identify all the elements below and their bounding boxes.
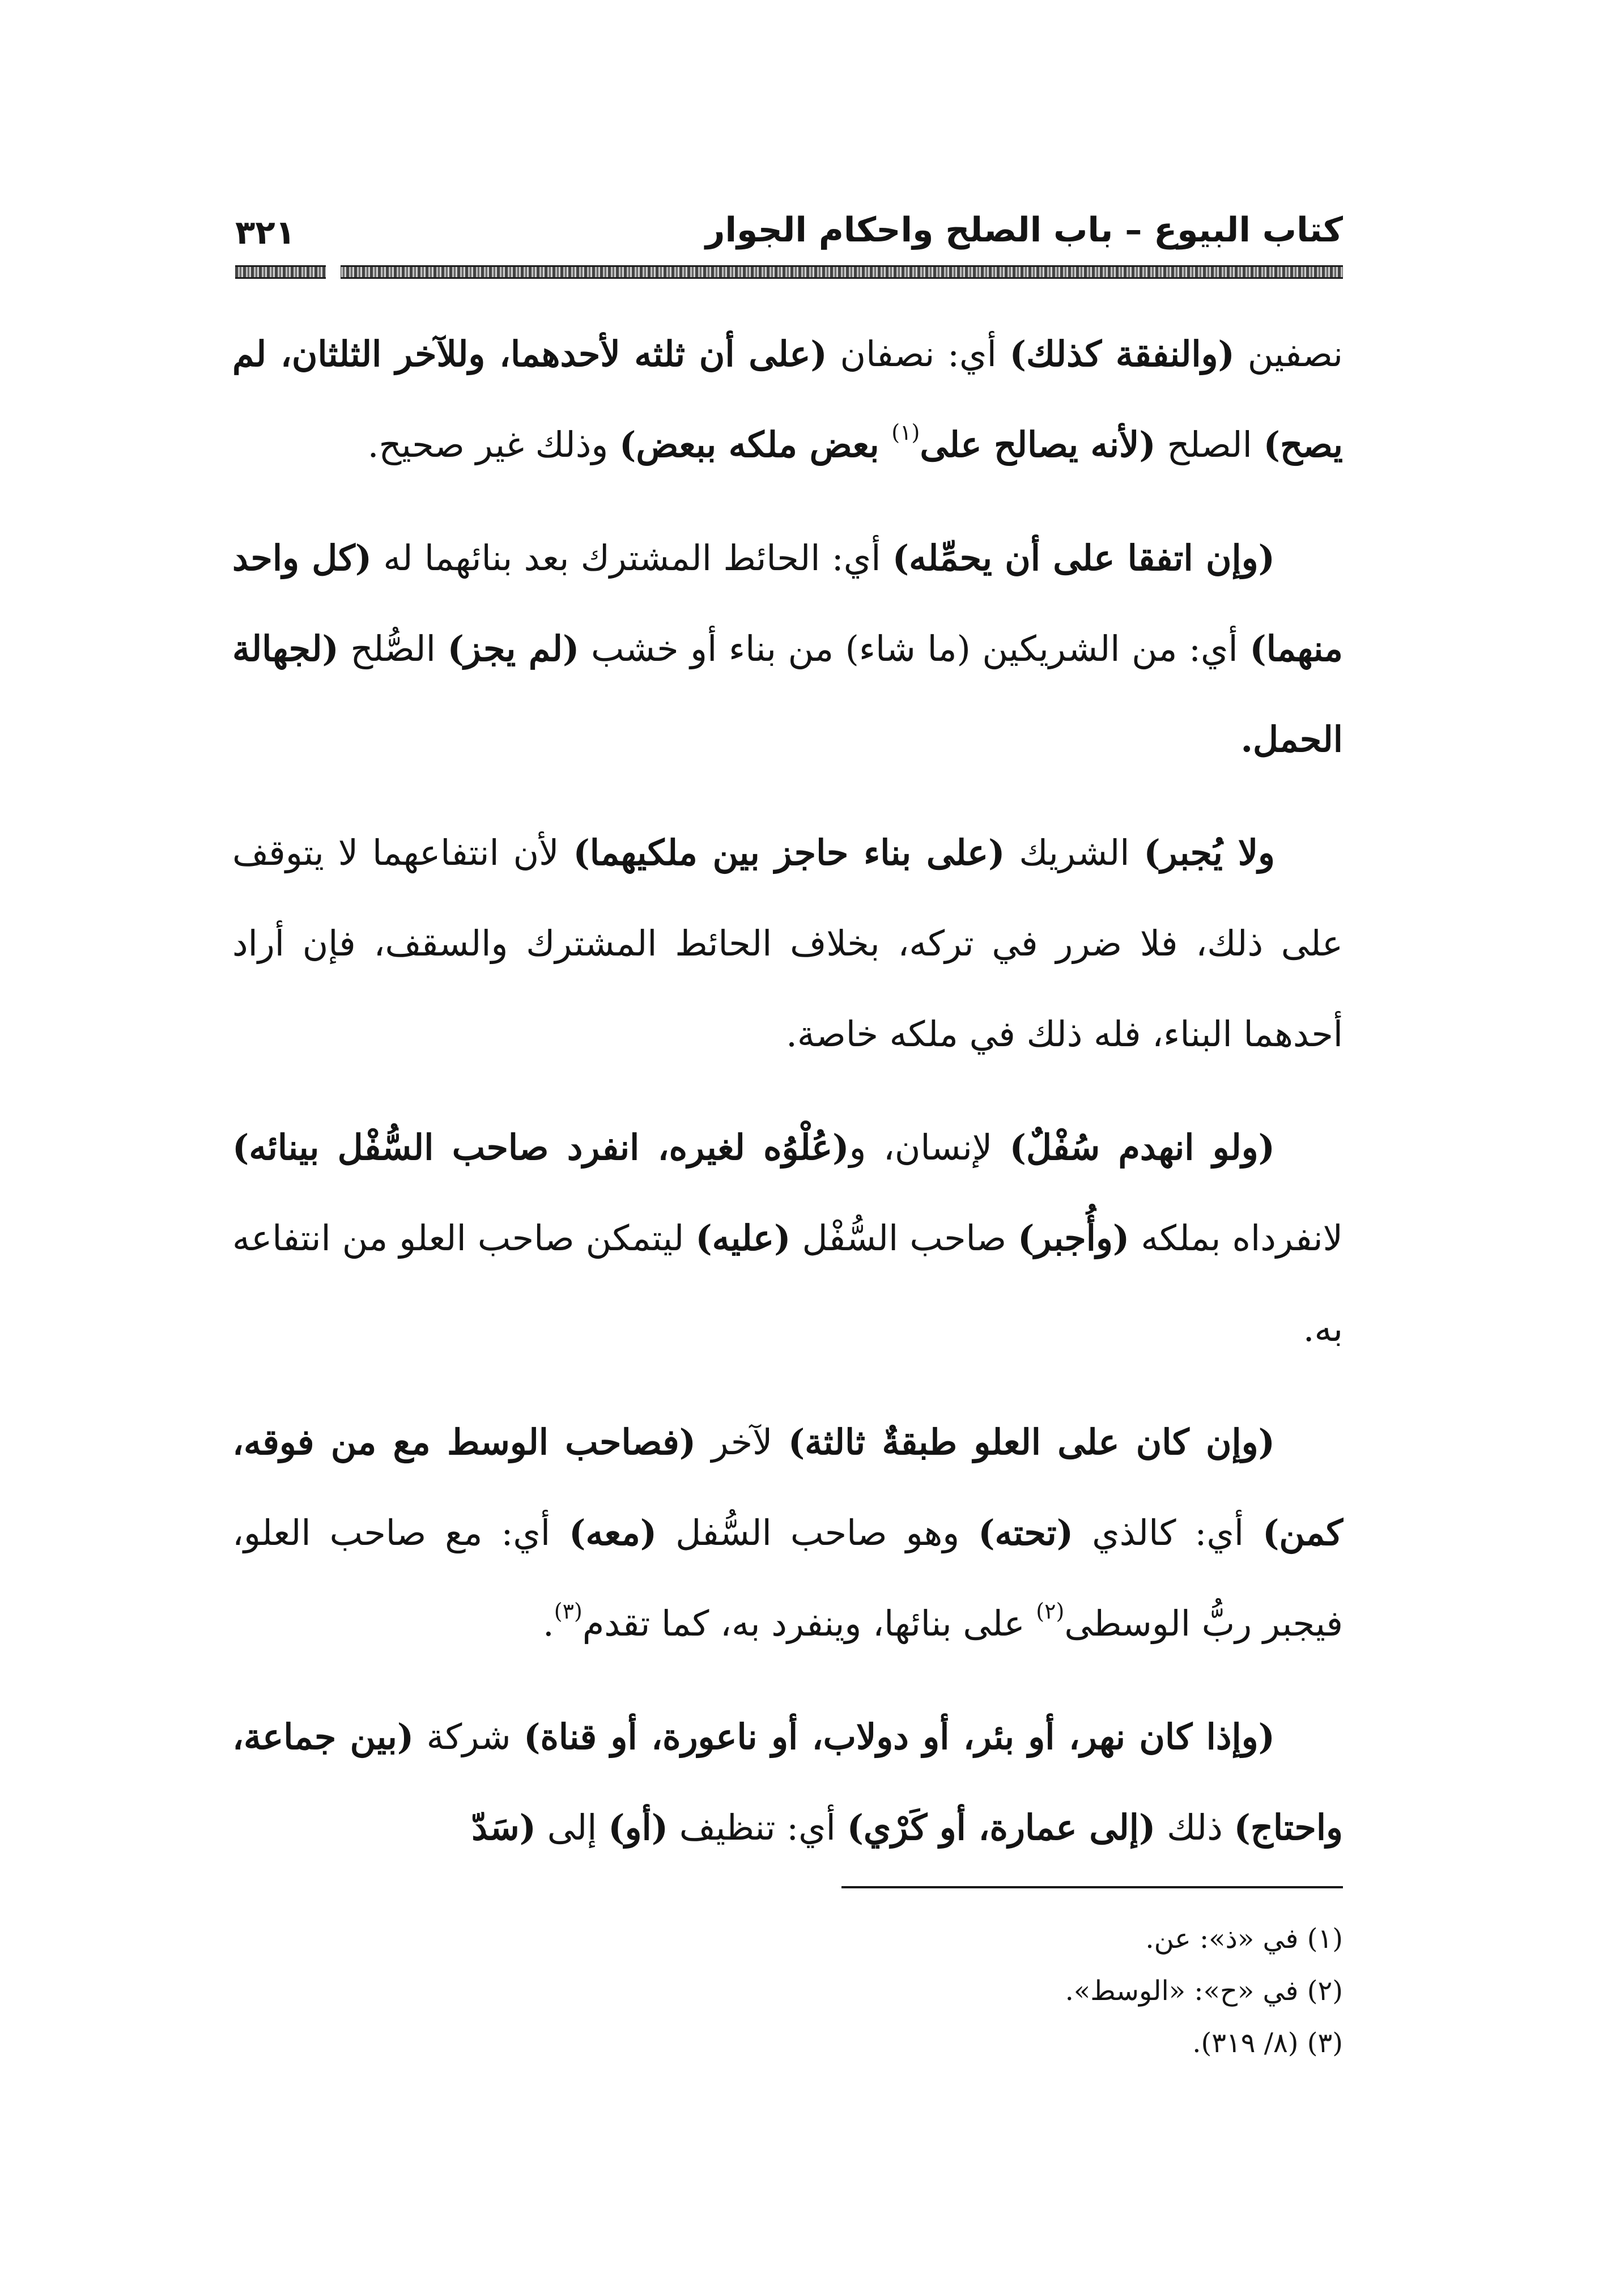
paragraph-2: [232, 513, 1343, 785]
footnote-3: (٣) (٨/ ٣١٩).: [1192, 2027, 1343, 2059]
commentary-text: أي: كالذي: [1073, 1512, 1263, 1553]
paragraph-1: [232, 309, 1343, 490]
running-header: [235, 198, 1343, 261]
commentary-text: أي: تنظيف: [668, 1807, 847, 1848]
chapter-title: كتاب البيوع – باب الصلح واحكام الجوار: [705, 210, 1343, 250]
header-rule: [235, 265, 1343, 279]
matn-text: (ولو انهدم سُفْلٌ): [1009, 1127, 1275, 1168]
commentary-text: أي: الحائط المشترك بعد بنائهما له: [372, 537, 892, 579]
matn-text: (كل واحد منهما): [232, 537, 1343, 669]
matn-text: (والنفقة كذلك): [1009, 333, 1235, 375]
commentary-text: صاحب السُّفْل: [790, 1217, 1018, 1259]
matn-text: (بين جماعة، واحتاج): [232, 1716, 1343, 1848]
commentary-text: ليتمكن صاحب العلو من انتفاعه به.: [232, 1217, 1343, 1349]
commentary-text: الشريك: [1005, 832, 1144, 873]
commentary-text: الصلح: [1155, 424, 1264, 465]
commentary-text: إلى: [536, 1807, 609, 1848]
commentary-text: وذلك غير صحيح.: [367, 424, 620, 465]
commentary-text: على بنائها، وينفرد به، كما تقدم: [582, 1603, 1036, 1644]
matn-text: (معه): [569, 1512, 657, 1553]
commentary-text: أي: مع صاحب العلو، فيجبر ربُّ الوسطى: [232, 1512, 1343, 1644]
matn-text: (سَدّ: [471, 1807, 537, 1848]
commentary-text: لآخر: [696, 1421, 788, 1463]
commentary-text: وهو صاحب السُّفل: [657, 1512, 979, 1553]
matn-text: بعض ملكه ببعض): [619, 424, 892, 465]
matn-text: (تحته): [978, 1512, 1074, 1553]
matn-text: (وإن اتفقا على أن يحمِّله): [892, 537, 1275, 579]
matn-text: (أو): [608, 1807, 669, 1848]
commentary-text: لانفرداه بملكه: [1129, 1217, 1343, 1259]
commentary-text: الصُّلح: [338, 628, 448, 669]
matn-text: (عُلْوُه لغيره، انفرد صاحب السُّفْل بينائه): [232, 1127, 849, 1168]
matn-text: (وإن كان على العلو طبقةٌ ثالثة): [788, 1421, 1275, 1463]
footnotes: [510, 1913, 1343, 2069]
matn-text: (لجهالة الحمل.: [232, 628, 1343, 760]
commentary-text: نصفين: [1234, 333, 1343, 375]
matn-text: (إلى عمارة، أو كَرْي): [847, 1807, 1156, 1848]
commentary-text: لإنسان، و: [849, 1127, 1010, 1168]
footnote-reference: (٢): [1036, 1599, 1065, 1624]
paragraph-5: [232, 1397, 1343, 1669]
footnote-2: (٢) في «ح»: «الوسط».: [1065, 1975, 1343, 2007]
matn-text: ولا يُجبر): [1143, 832, 1275, 873]
footnote-reference: (٣): [554, 1599, 583, 1624]
matn-text: (لم يجز): [447, 628, 580, 669]
page-number: ٣٢١: [235, 213, 296, 252]
footnote-reference: (١): [891, 420, 920, 445]
commentary-text: لأن انتفاعهما لا يتوقف على ذلك، فلا ضرر في تركه، بخلاف الحائط المشترك والسقف، فإن أراد أحدهما البناء، فله ذلك في ملكه خاصة.: [232, 832, 1343, 1055]
matn-text: (وأُجبر): [1018, 1217, 1130, 1259]
matn-text: (عليه): [695, 1217, 791, 1259]
paragraph-6: [232, 1692, 1343, 1873]
commentary-text: أي: من الشريكين (ما شاء) من بناء أو خشب: [579, 628, 1250, 669]
matn-text: (لأنه يصالح على: [920, 424, 1156, 465]
paragraph-3: [232, 808, 1343, 1080]
commentary-text: شركة: [414, 1716, 524, 1757]
paragraph-4: [232, 1102, 1343, 1374]
body-text: [232, 309, 1343, 1896]
commentary-text: .: [543, 1603, 554, 1644]
commentary-text: ذلك: [1155, 1807, 1234, 1848]
commentary-text: أي: نصفان: [827, 333, 1010, 375]
matn-text: (فصاحب الوسط مع من فوقه، كمن): [232, 1421, 1343, 1553]
matn-text: (على أن ثلثه لأحدهما، وللآخر الثلثان، لم يصح): [232, 333, 1343, 465]
matn-text: (وإذا كان نهر، أو بئر، أو دولاب، أو ناعورة، أو قناة): [524, 1716, 1275, 1757]
footnote-1: (١) في «ذ»: عن.: [1145, 1923, 1343, 1955]
matn-text: (على بناء حاجز بين ملكيهما): [573, 832, 1005, 873]
footnote-separator: [841, 1886, 1343, 1888]
